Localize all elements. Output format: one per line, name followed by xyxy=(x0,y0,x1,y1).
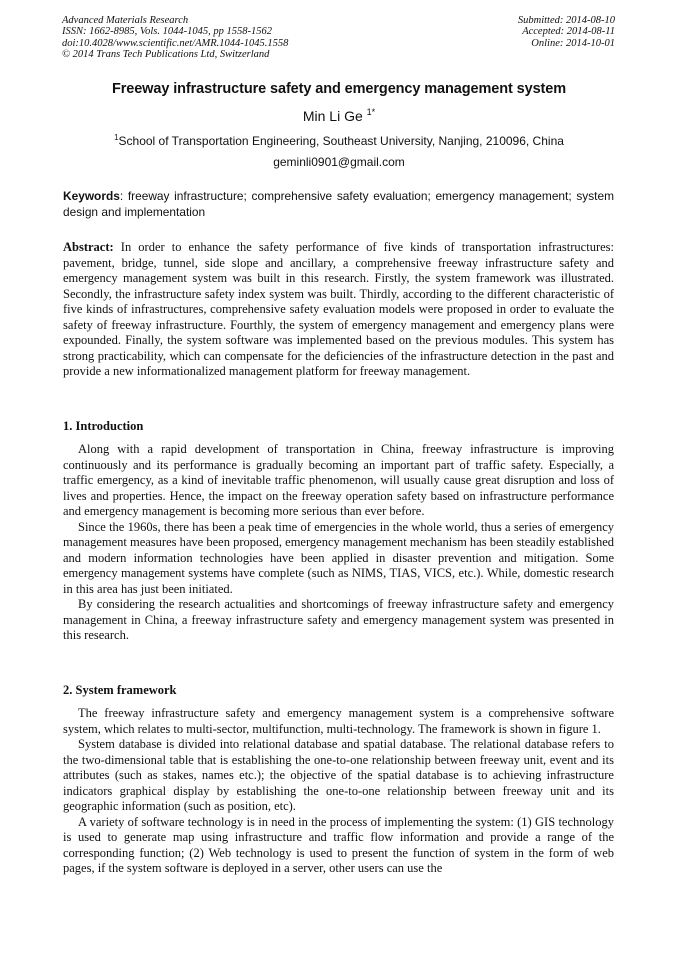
online-date: Online: 2014-10-01 xyxy=(531,37,615,49)
author-name: Min Li Ge xyxy=(302,108,367,124)
paragraph: System database is divided into relational database and spatial database. The relational database refers to the two-dimensional table that is establishing the one-to-one relationship between freeway unit, event and its attributes (such as stakes, names etc.); the objective of the spatial database is to achieving infrastructure indicators graphical display by establishing the one-to-one relationship between freeway unit and its geographic information (such as position, etc). xyxy=(63,737,614,813)
abstract-text: In order to enhance the safety performance of five kinds of transportation infrastructures: pavement, bridge, tunnel, side slope and ancillary, a comprehensive freeway infrastructure safety and emergency management system was built in this research. Firstly, the system framework was illustrated. Secondly, the infrastructure safety index system was built. Thirdly, according to the different characteristic of five kinds of infrastructures, comprehensive safety evaluation models were proposed in order to evaluate the safety of freeway infrastructure. Fourthly, the system of emergency management and emergency plans were expounded. Finally, the system software was implemented based on the previous modules. This system has strong practicability, which can compensate for the deficiencies of the infrastructure detection in the past and provide a new informationalized management platform for freeway management. xyxy=(63,240,614,378)
affiliation-text: School of Transportation Engineering, Southeast University, Nanjing, 210096, China xyxy=(118,134,564,148)
affiliation-mark: 1 xyxy=(114,133,119,142)
author-line xyxy=(0,107,678,124)
copyright-line: © 2014 Trans Tech Publications Ltd, Switzerland xyxy=(62,49,270,61)
affiliation xyxy=(0,133,678,148)
paragraph: Since the 1960s, there has been a peak time of emergencies in the whole world, thus a series of emergency management measures have been proposed, emergency management mechanism has been steadily established and modern information technologies have been applied in disaster prevention and mitigation. Some emergency management systems have complete (such as NIMS, TIAS, VICS, etc.). While, domestic research in this area has just been initiated. xyxy=(63,519,614,596)
keywords xyxy=(63,189,614,220)
abstract xyxy=(63,240,614,380)
abstract-label: Abstract: xyxy=(63,240,114,254)
paper-title: Freeway infrastructure safety and emergency management system xyxy=(111,81,567,97)
section-introduction xyxy=(63,442,614,644)
paragraph: Along with a rapid development of transportation in China, freeway infrastructure is improving continuously and its performance is gradually becoming an important part of traffic safety. Especially, a traffic emergency, as a kind of inevitable traffic phenomenon, will usually cause great disruption and loss of lives and properties. Hence, the impact on the freeway operation safety based on infrastructure performance and emergency management is becoming more serious than ever before. xyxy=(63,442,614,518)
accepted-date: Accepted: 2014-08-11 xyxy=(522,26,615,38)
section-system-framework xyxy=(63,706,614,877)
submitted-date: Submitted: 2014-08-10 xyxy=(517,15,615,26)
author-email: geminli0901@gmail.com xyxy=(273,155,405,169)
issn-line: ISSN: 1662-8985, Vols. 1044-1045, pp 1558-1562 xyxy=(62,26,272,38)
author-mark: 1* xyxy=(366,107,376,117)
paragraph: The freeway infrastructure safety and emergency management system is a comprehensive software system, which relates to multi-sector, multifunction, multi-technology. The framework is shown in figure 1. xyxy=(63,706,614,736)
journal-info xyxy=(62,15,288,61)
section-heading-introduction: 1. Introduction xyxy=(63,419,144,433)
keywords-text: : freeway infrastructure; comprehensive safety evaluation; emergency management; system design and implementation xyxy=(63,189,614,219)
paragraph: A variety of software technology is in need in the process of implementing the system: (1) GIS technology is used to generate map using infrastructure and traffic flow information and provide a range of the corresponding function; (2) Web technology is used to present the function of system in the form of web pages, if the system software is deployed in a server, other users can use the xyxy=(63,814,614,875)
keywords-label: Keywords xyxy=(63,189,120,203)
journal-name: Advanced Materials Research xyxy=(62,15,189,26)
section-heading-system-framework: 2. System framework xyxy=(63,683,177,697)
paragraph: By considering the research actualities and shortcomings of freeway infrastructure safety and emergency management in China, a freeway infrastructure safety and emergency management system was presented in this research. xyxy=(63,597,614,642)
publication-dates xyxy=(518,15,615,49)
doi-line: doi:10.4028/www.scientific.net/AMR.1044-1045.1558 xyxy=(62,37,289,49)
